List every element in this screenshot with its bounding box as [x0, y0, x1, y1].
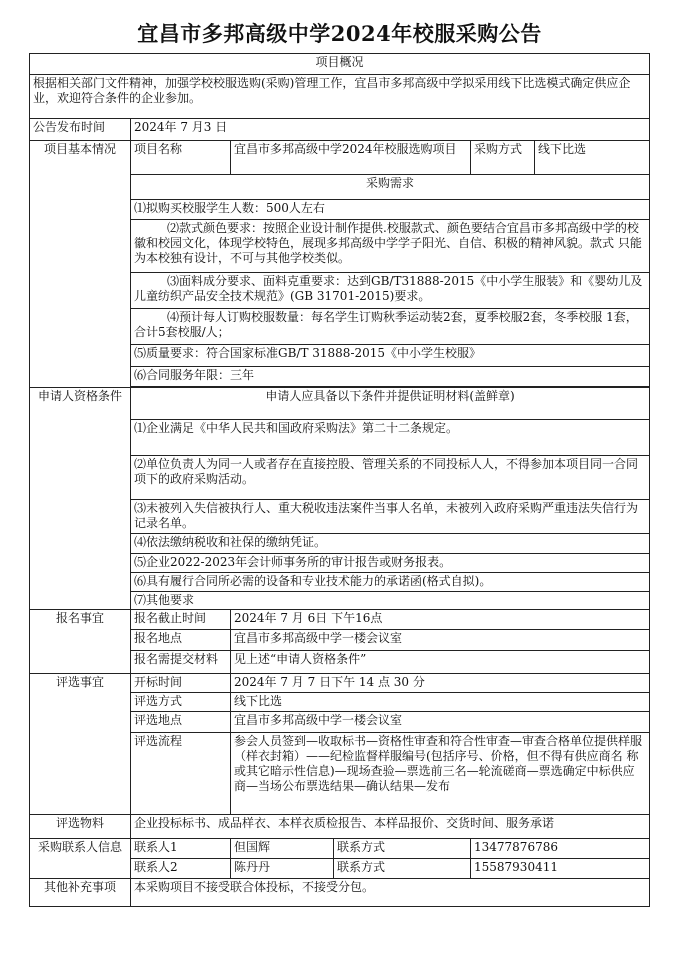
needs-heading: 采购需求 — [131, 175, 650, 200]
evaluation-method-label: 评选方式 — [131, 693, 231, 712]
contact-2-role: 联系人2 — [131, 859, 231, 879]
registration-materials-value: 见上述“申请人资格条件” — [231, 651, 650, 674]
registration-deadline-value: 2024年 7 月 6日 下午16点 — [231, 610, 650, 630]
evaluation-method-value: 线下比选 — [231, 693, 650, 712]
publish-value: 2024年 7 月3 日 — [131, 119, 650, 141]
bid-opening-label: 开标时间 — [131, 674, 231, 693]
evaluation-process-value: 参会人员签到—收取标书—资格性审查和符合性审查—审查合格单位提供样服（样衣封箱）——纪检监督样服编号(包括序号、价格，但不得有供应商名 称或其它暗示性信息)—现场查验—票选前三名—轮流磋商—票选确定中标供应商—当场公布票选结果—确认结果—发布 — [231, 733, 650, 815]
materials-value: 企业投标标书、成品样衣、本样衣质检报告、本样品报价、交货时间、服务承诺 — [131, 815, 650, 839]
contact-1-role: 联系人1 — [131, 839, 231, 859]
registration-materials-label: 报名需提交材料 — [131, 651, 231, 674]
evaluation-location-label: 评选地点 — [131, 712, 231, 733]
announcement-table — [29, 53, 650, 907]
evaluation-label: 评选事宜 — [30, 674, 131, 815]
qualification-item-3: ⑶未被列入失信被执行人、重大税收违法案件当事人名单，未被列入政府采购严重违法失信行为记录名单。 — [131, 500, 650, 534]
contact-2-name: 陈丹丹 — [231, 859, 334, 879]
project-name-value: 宜昌市多邦高级中学2024年校服选购项目 — [231, 141, 471, 175]
need-item-2: ⑵款式颜色要求：按照企业设计制作提供.校服款式、颜色要结合宜昌市多邦高级中学的校徽和校园文化，体现学校特色，展现多邦高级中学学子阳光、自信、积极的精神风貌。款式 只能为本校独有设计，不可与其他学校类似。 — [131, 220, 650, 273]
need-item-5: ⑸质量要求：符合国家标准GB/T 31888-2015《中小学生校服》 — [131, 345, 650, 367]
qualification-item-1: ⑴企业满足《中华人民共和国政府采购法》第二十二条规定。 — [131, 420, 650, 456]
contact-1-method-label: 联系方式 — [334, 839, 471, 859]
materials-label: 评选物料 — [30, 815, 131, 839]
contact-2-phone: 15587930411 — [471, 859, 650, 879]
registration-label: 报名事宜 — [30, 610, 131, 674]
registration-location-value: 宜昌市多邦高级中学一楼会议室 — [231, 630, 650, 651]
need-item-1: ⑴拟购买校服学生人数：500人左右 — [131, 200, 650, 220]
qualification-item-4: ⑷依法缴纳税收和社保的缴纳凭证。 — [131, 534, 650, 554]
publish-label: 公告发布时间 — [30, 119, 131, 141]
qualification-item-7: ⑺其他要求 — [131, 592, 650, 610]
contacts-label: 采购联系人信息 — [30, 839, 131, 879]
contact-1-name: 但国辉 — [231, 839, 334, 859]
overview-text: 根据相关部门文件精神，加强学校校服选购(采购)管理工作，宜昌市多邦高级中学拟采用线下比选模式确定供应企业，欢迎符合条件的企业参加。 — [30, 75, 650, 119]
qualification-heading: 申请人应具备以下条件并提供证明材料(盖鲜章) — [131, 388, 650, 420]
evaluation-location-value: 宜昌市多邦高级中学一楼会议室 — [231, 712, 650, 733]
other-value: 本采购项目不接受联合体投标，不接受分包。 — [131, 879, 650, 907]
other-label: 其他补充事项 — [30, 879, 131, 907]
registration-location-label: 报名地点 — [131, 630, 231, 651]
evaluation-process-label: 评选流程 — [131, 733, 231, 815]
qualification-item-2: ⑵单位负责人为同一人或者存在直接控股、管理关系的不同投标人人，不得参加本项目同一合同项下的政府采购活动。 — [131, 456, 650, 500]
contact-2-method-label: 联系方式 — [334, 859, 471, 879]
overview-heading: 项目概况 — [30, 54, 650, 75]
qualification-item-6: ⑹具有履行合同所必需的设备和专业技术能力的承诺函(格式自拟)。 — [131, 573, 650, 592]
basic-label: 项目基本情况 — [30, 141, 131, 388]
document-title: 宜昌市多邦高级中学2024年校服采购公告 — [137, 21, 542, 46]
method-label: 采购方式 — [471, 141, 535, 175]
bid-opening-value: 2024年 7 月 7 日下午 14 点 30 分 — [231, 674, 650, 693]
need-item-6: ⑹合同服务年限：三年 — [131, 367, 650, 387]
registration-deadline-label: 报名截止时间 — [131, 610, 231, 630]
qualification-item-5: ⑸企业2022-2023年会计师事务所的审计报告或财务报表。 — [131, 554, 650, 573]
project-name-label: 项目名称 — [131, 141, 231, 175]
need-item-4: ⑷预计每人订购校服数量：每名学生订购秋季运动装2套，夏季校服2套，冬季校服 1套，合计5套校服/人； — [131, 309, 650, 345]
need-item-3: ⑶面料成分要求、面料克重要求：达到GB/T31888-2015《中小学生服装》和《婴幼儿及儿童纺织产品安全技术规范》(GB 31701-2015)要求。 — [131, 273, 650, 309]
method-value: 线下比选 — [535, 141, 650, 175]
qualification-label: 申请人资格条件 — [30, 388, 131, 610]
contact-1-phone: 13477876786 — [471, 839, 650, 859]
